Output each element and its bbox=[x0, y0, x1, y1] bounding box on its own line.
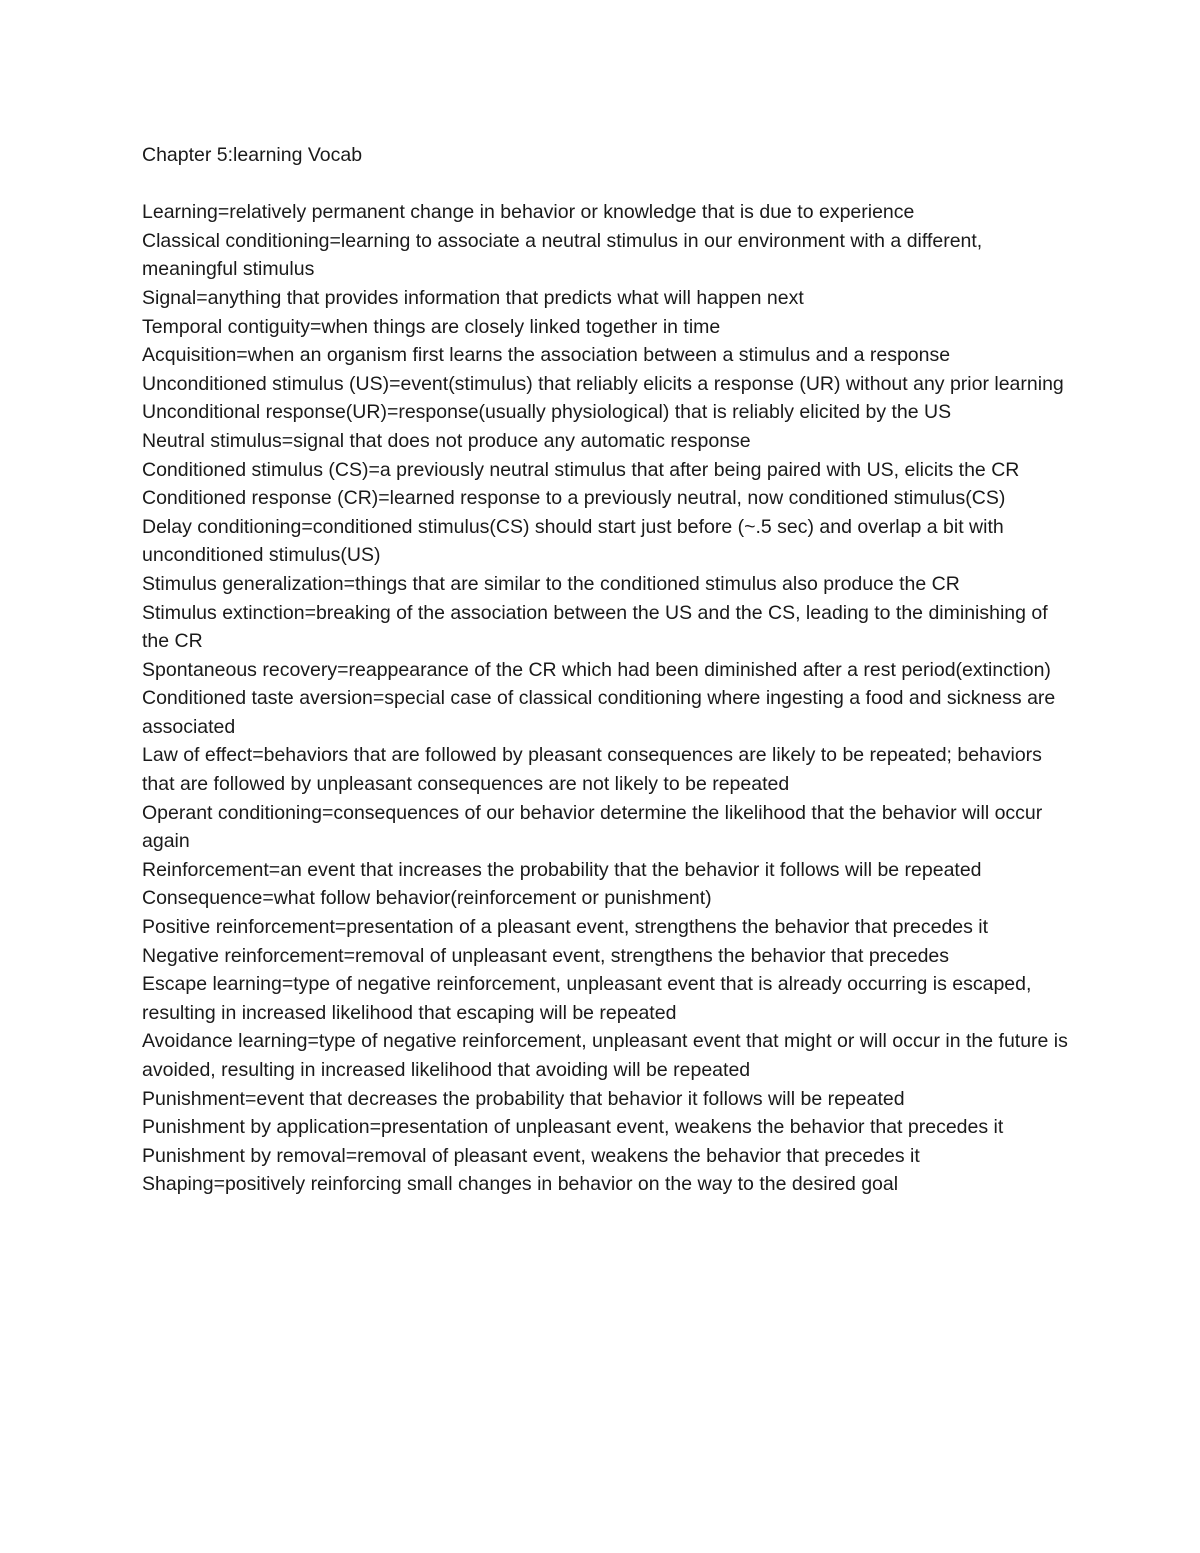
vocab-entry: Avoidance learning=type of negative reinforcement, unpleasant event that might or will occur in the future is avoided, resulting in increased likelihood that avoiding will be repeated bbox=[142, 1030, 1068, 1081]
vocab-entry: Delay conditioning=conditioned stimulus(CS) should start just before (~.5 sec) and overlap a bit with unconditioned stimulus(US) bbox=[142, 515, 1004, 567]
vocab-entry: Operant conditioning=consequences of our behavior determine the likelihood that the behavior will occur again bbox=[142, 801, 1043, 853]
vocab-entry: Unconditioned stimulus (US)=event(stimulus) that reliably elicits a response (UR) without any prior learning bbox=[142, 372, 1064, 395]
document-body bbox=[142, 141, 1072, 1199]
vocab-entry: Shaping=positively reinforcing small changes in behavior on the way to the desired goal bbox=[142, 1173, 899, 1196]
vocab-entry: Temporal contiguity=when things are closely linked together in time bbox=[142, 315, 721, 338]
vocab-entry: Unconditional response(UR)=response(usually physiological) that is reliably elicited by the US bbox=[142, 401, 952, 424]
vocab-entry: Conditioned stimulus (CS)=a previously neutral stimulus that after being paired with US, elicits the CR bbox=[142, 458, 1020, 481]
vocab-entry: Stimulus generalization=things that are similar to the conditioned stimulus also produce the CR bbox=[142, 572, 960, 595]
vocab-entry: Negative reinforcement=removal of unpleasant event, strengthens the behavior that precedes bbox=[142, 944, 950, 967]
vocab-entry: Stimulus extinction=breaking of the association between the US and the CS, leading to the diminishing of the CR bbox=[142, 601, 1048, 653]
vocab-list bbox=[142, 198, 1072, 1199]
vocab-entry: Conditioned response (CR)=learned response to a previously neutral, now conditioned stimulus(CS) bbox=[142, 487, 1006, 510]
vocab-entry: Positive reinforcement=presentation of a pleasant event, strengthens the behavior that precedes it bbox=[142, 916, 989, 939]
vocab-entry: Neutral stimulus=signal that does not produce any automatic response bbox=[142, 429, 751, 452]
vocab-entry: Classical conditioning=learning to associate a neutral stimulus in our environment with a different, meaningful stimulus bbox=[142, 229, 983, 281]
vocab-entry: Punishment by application=presentation of unpleasant event, weakens the behavior that precedes it bbox=[142, 1116, 1004, 1139]
vocab-entry: Reinforcement=an event that increases the probability that the behavior it follows will be repeated bbox=[142, 858, 982, 881]
vocab-entry: Consequence=what follow behavior(reinforcement or punishment) bbox=[142, 887, 712, 910]
vocab-entry: Signal=anything that provides information that predicts what will happen next bbox=[142, 286, 804, 309]
vocab-entry: Learning=relatively permanent change in behavior or knowledge that is due to experience bbox=[142, 201, 915, 224]
document-title: Chapter 5:learning Vocab bbox=[142, 144, 363, 166]
vocab-entry: Spontaneous recovery=reappearance of the CR which had been diminished after a rest period(extinction) bbox=[142, 658, 1051, 681]
vocab-entry: Law of effect=behaviors that are followed by pleasant consequences are likely to be repeated; behaviors that are followed by unpleasant consequences are not likely to be repeated bbox=[142, 744, 1042, 796]
vocab-entry: Acquisition=when an organism first learns the association between a stimulus and a response bbox=[142, 344, 951, 367]
vocab-entry: Conditioned taste aversion=special case of classical conditioning where ingesting a food and sickness are associated bbox=[142, 687, 1056, 738]
vocab-entry: Punishment by removal=removal of pleasant event, weakens the behavior that precedes it bbox=[142, 1144, 920, 1167]
vocab-entry: Punishment=event that decreases the probability that behavior it follows will be repeated bbox=[142, 1087, 905, 1110]
vocab-entry: Escape learning=type of negative reinforcement, unpleasant event that is already occurring is escaped, resulting in increased likelihood that escaping will be repeated bbox=[142, 973, 1032, 1024]
